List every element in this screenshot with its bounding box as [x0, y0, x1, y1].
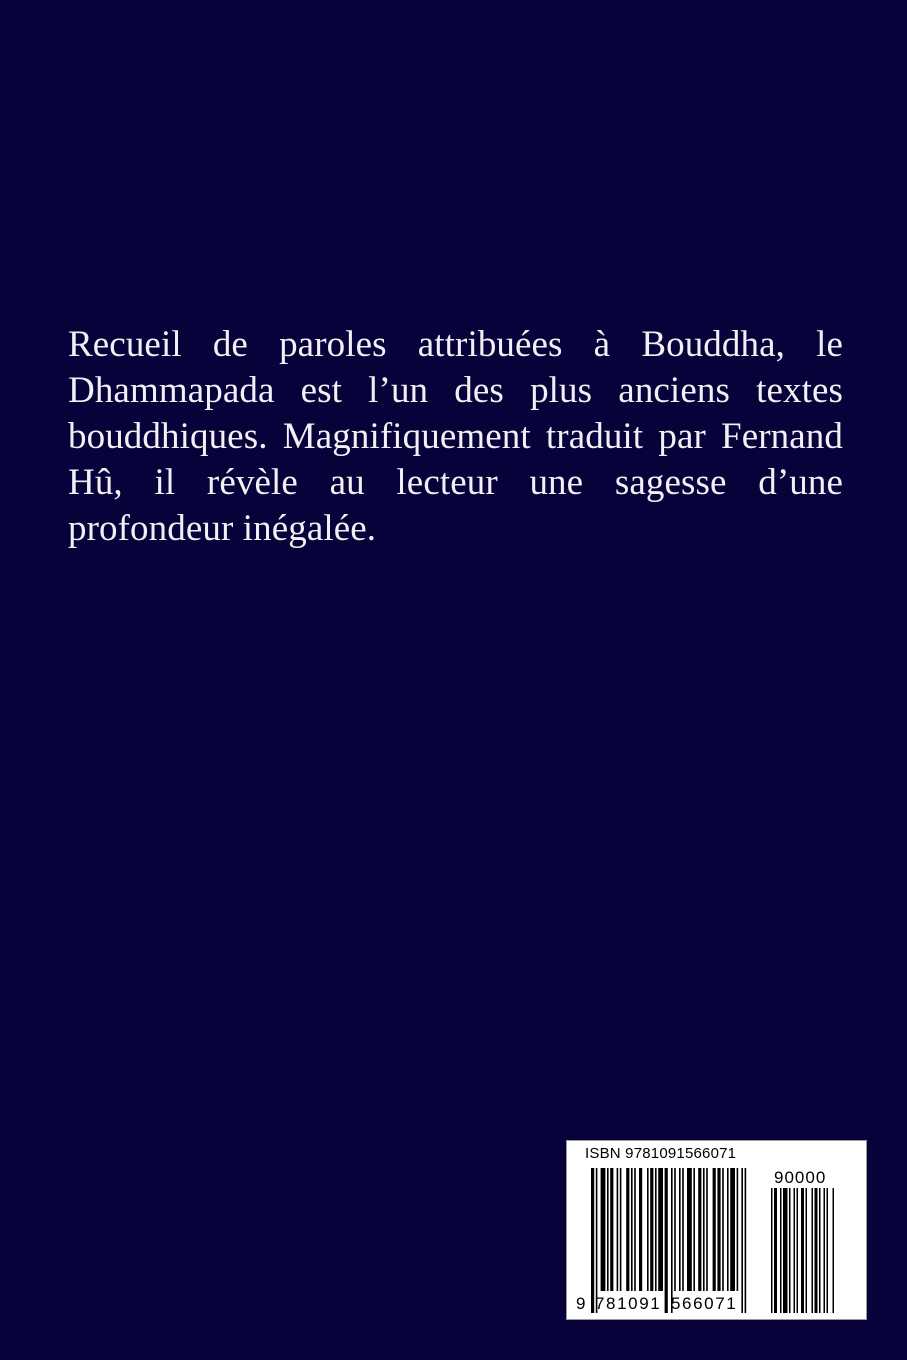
barcode-bar: [717, 1168, 720, 1291]
back-cover-blurb: Recueil de paroles attribuées à Bouddha, le Dhammapada est l’un des plus anciens textes bouddhiques. Magnifiquement traduit par Fernand Hû, il révèle au lecteur une sagesse d’une profondeur inégalée.: [68, 324, 843, 549]
barcode-bar: [650, 1168, 653, 1291]
barcode-bar: [745, 1168, 747, 1313]
barcode-bar: [794, 1188, 796, 1313]
barcode-bar: [703, 1168, 705, 1291]
barcode-right-digits: 566071: [671, 1294, 738, 1313]
barcode-bar: [783, 1188, 788, 1313]
barcode-bar: [780, 1188, 782, 1313]
price-code: 90000: [774, 1168, 827, 1187]
barcode-bar: [631, 1168, 633, 1291]
barcode-bar: [674, 1168, 676, 1291]
isbn-barcode: [566, 1140, 867, 1320]
barcode-bar: [819, 1188, 821, 1313]
barcode-bar: [797, 1188, 799, 1313]
barcode-bar: [801, 1188, 804, 1313]
barcode-bar: [824, 1188, 826, 1313]
barcode-left-digits: 781091: [595, 1294, 662, 1313]
barcode-bar: [737, 1168, 739, 1291]
barcode-bar: [647, 1168, 649, 1291]
barcode-bar: [713, 1168, 716, 1291]
barcode-bar: [591, 1168, 594, 1313]
barcode-bar: [693, 1168, 695, 1291]
barcode-bar: [671, 1168, 673, 1313]
barcode-bar: [601, 1168, 606, 1291]
barcode-bar: [806, 1188, 808, 1313]
barcode-bar: [741, 1168, 743, 1313]
barcode-bar: [682, 1168, 684, 1291]
barcode-bar: [658, 1168, 663, 1291]
barcode-first-digit: 9: [576, 1294, 586, 1313]
barcode-bar: [610, 1168, 613, 1291]
barcode-bar: [617, 1168, 619, 1291]
barcode-bar: [789, 1188, 791, 1313]
barcode-bar: [634, 1168, 636, 1291]
barcode-bar: [722, 1168, 724, 1291]
barcode-bar: [730, 1168, 735, 1291]
barcode-bar: [815, 1188, 818, 1313]
barcode-bar: [596, 1168, 598, 1313]
barcode-bar: [620, 1168, 622, 1291]
barcode-bar: [827, 1188, 829, 1313]
barcode-bar: [727, 1168, 729, 1291]
barcode-bar: [833, 1188, 835, 1313]
barcode-bar: [679, 1168, 681, 1291]
barcode-bar: [607, 1168, 609, 1291]
barcode-bar: [771, 1188, 773, 1313]
barcode-bar: [626, 1168, 629, 1291]
barcode-bar: [698, 1168, 701, 1291]
barcode-bar: [655, 1168, 657, 1291]
barcode-bar: [687, 1168, 692, 1291]
isbn-label: ISBN 9781091566071: [585, 1145, 737, 1162]
barcode-bar: [639, 1168, 642, 1291]
barcode-bar: [812, 1188, 814, 1313]
barcode-bar: [774, 1188, 777, 1313]
barcode-bar: [706, 1168, 708, 1291]
barcode-bar: [665, 1168, 668, 1313]
